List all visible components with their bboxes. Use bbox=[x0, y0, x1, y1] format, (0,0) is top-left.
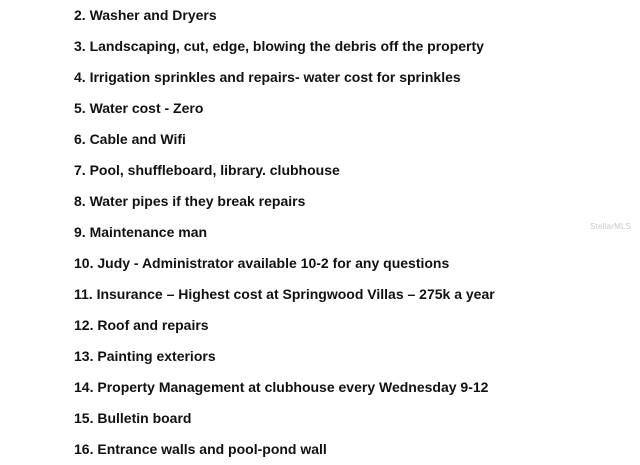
list-item: 6. Cable and Wifi bbox=[74, 131, 186, 147]
list-item: 4. Irrigation sprinkles and repairs- water cost for sprinkles bbox=[74, 69, 461, 85]
list-item: 14. Property Management at clubhouse every Wednesday 9-12 bbox=[74, 379, 489, 395]
list-item: 7. Pool, shuffleboard, library. clubhouse bbox=[74, 162, 340, 178]
list-item: 13. Painting exteriors bbox=[74, 348, 216, 364]
list-item: 16. Entrance walls and pool-pond wall bbox=[74, 441, 327, 457]
list-item: 9. Maintenance man bbox=[74, 224, 208, 240]
list-item: 11. Insurance – Highest cost at Springwood Villas – 275k a year bbox=[74, 286, 495, 302]
watermark: StellarMLS bbox=[590, 222, 632, 231]
amenities-list bbox=[74, 0, 495, 465]
list-item: 10. Judy - Administrator available 10-2 for any questions bbox=[74, 255, 450, 271]
list-item: 5. Water cost - Zero bbox=[74, 100, 204, 116]
list-item: 2. Washer and Dryers bbox=[74, 7, 217, 23]
list-item: 8. Water pipes if they break repairs bbox=[74, 193, 306, 209]
list-item: 15. Bulletin board bbox=[74, 410, 192, 426]
list-item: 12. Roof and repairs bbox=[74, 317, 209, 333]
list-item: 3. Landscaping, cut, edge, blowing the debris off the property bbox=[74, 38, 484, 54]
